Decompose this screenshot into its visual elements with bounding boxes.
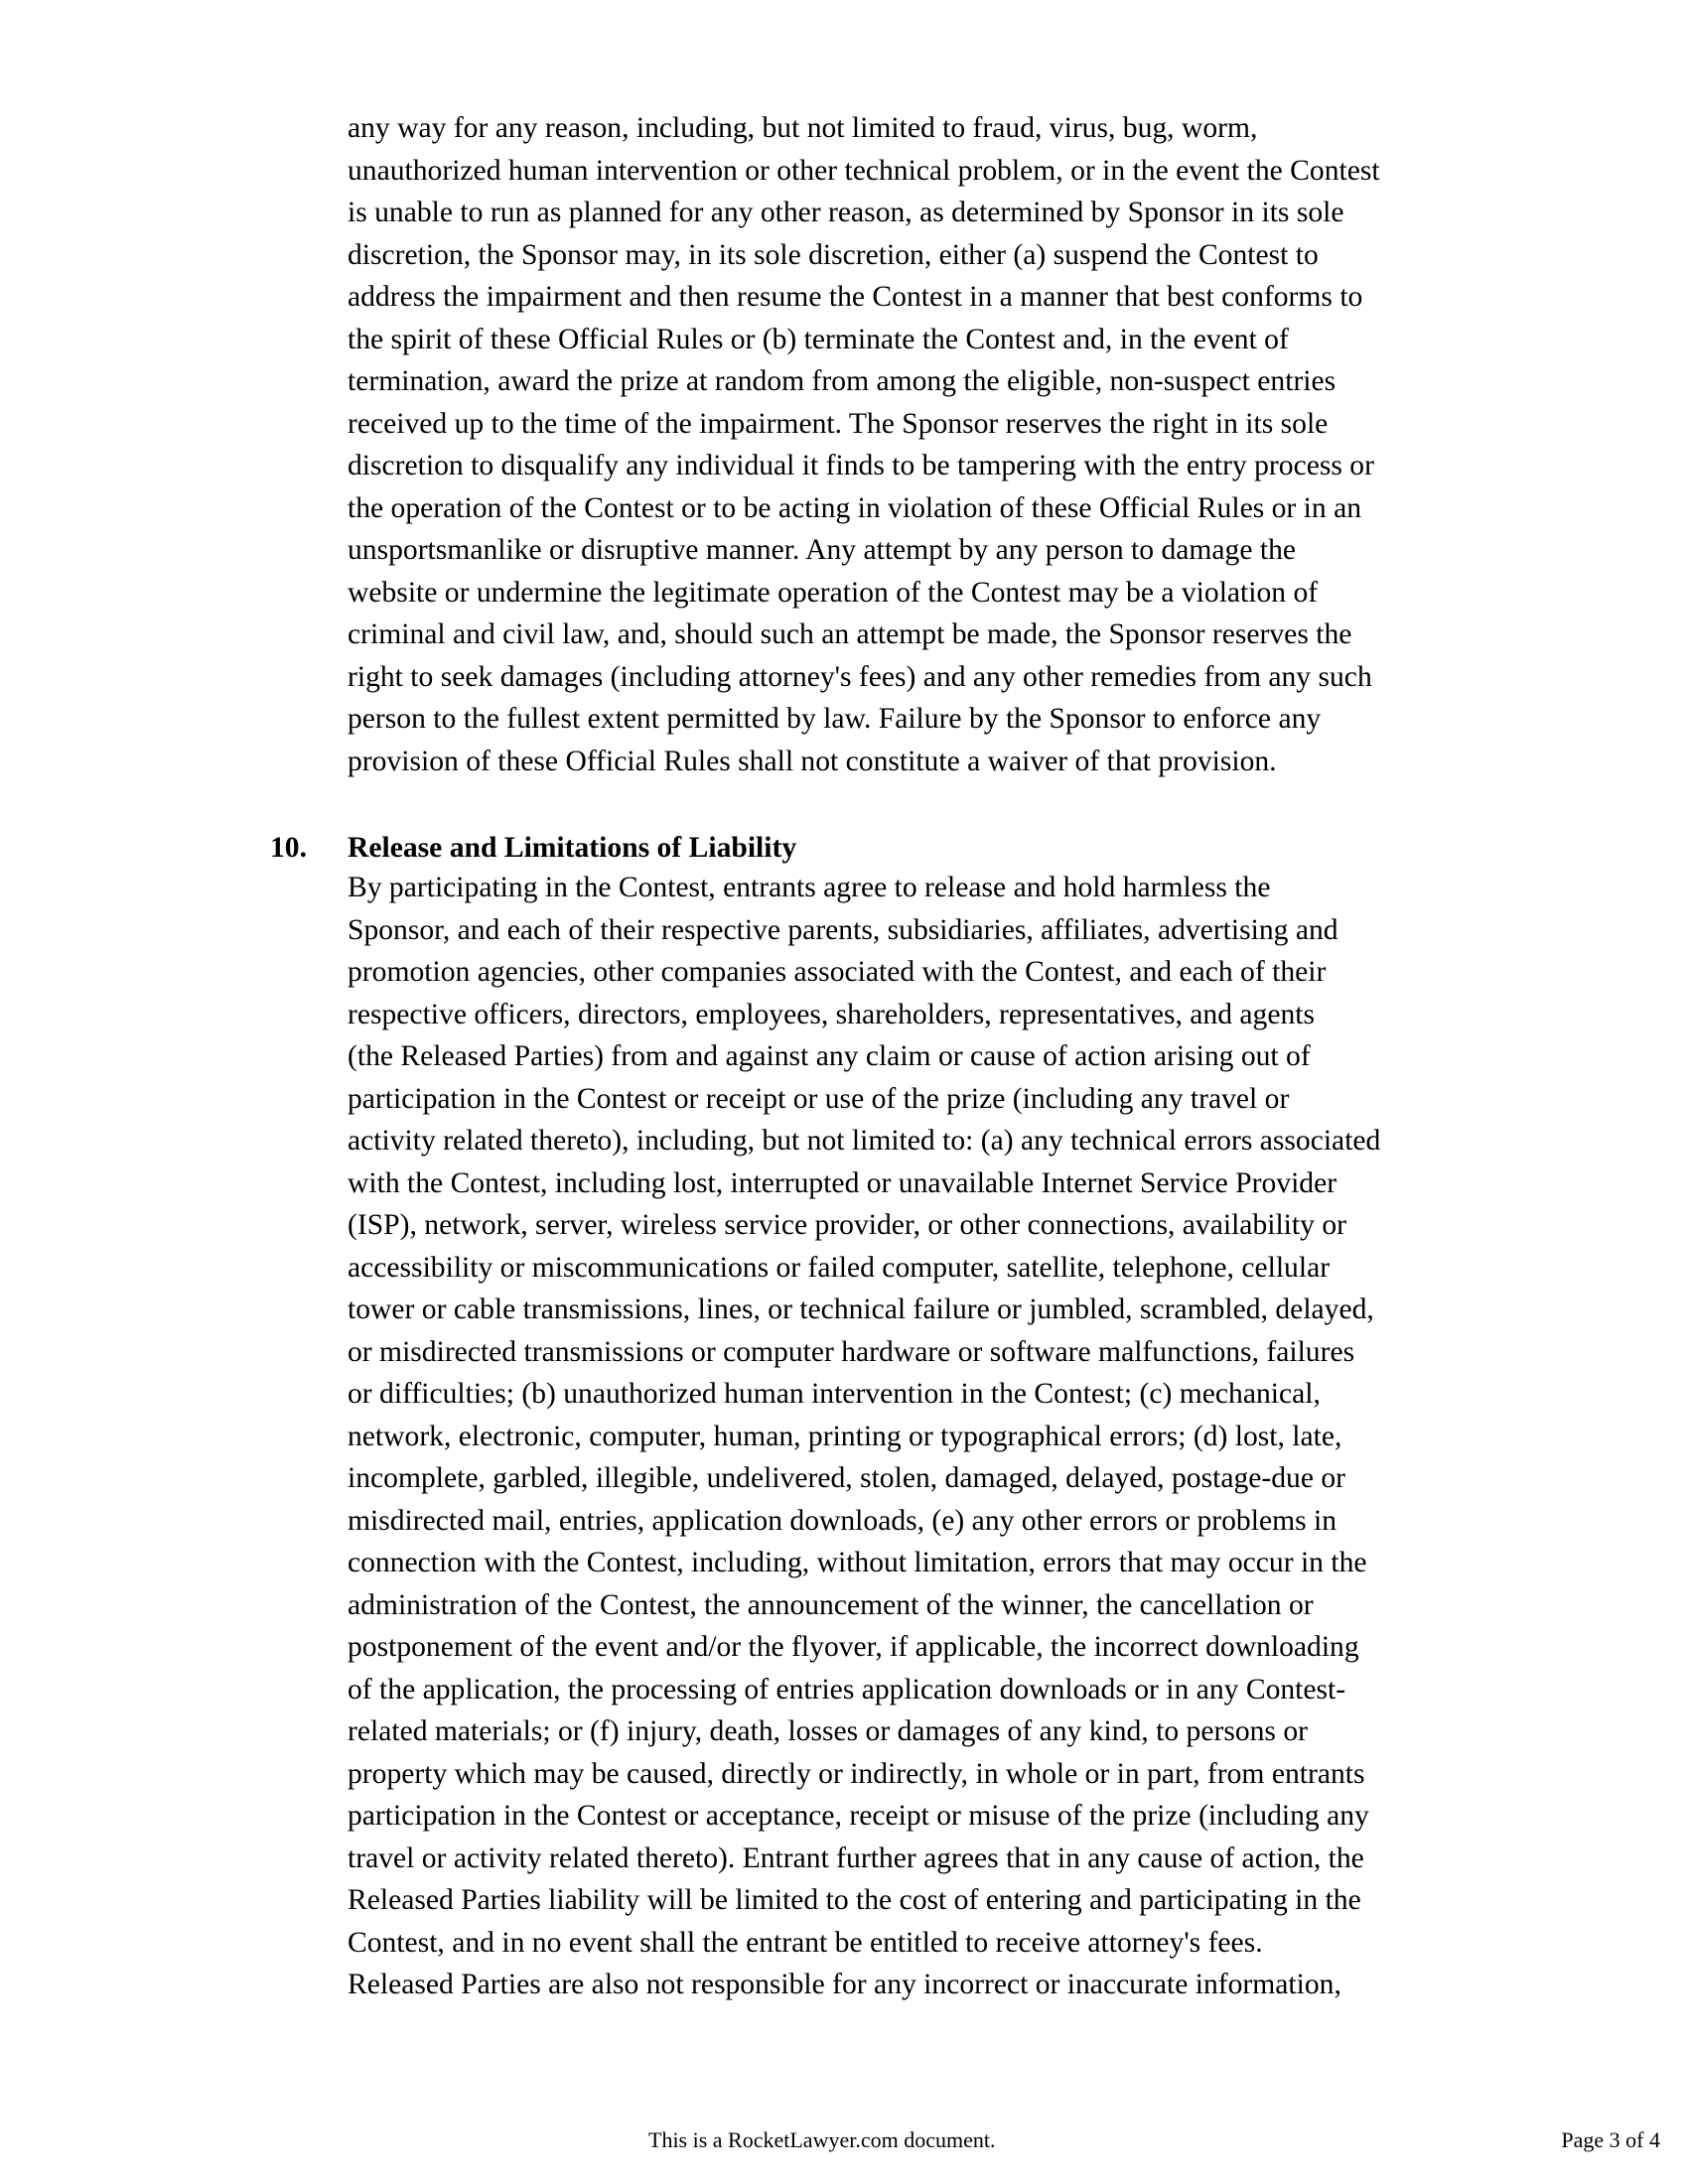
text-line: the operation of the Contest or to be acting in violation of these Official Rules or in an xyxy=(348,491,1362,524)
footer-source-note: This is a RocketLawyer.com document. xyxy=(648,2127,996,2152)
text-line: person to the fullest extent permitted by law. Failure by the Sponsor to enforce any xyxy=(348,703,1322,735)
text-line: participation in the Contest or acceptance, receipt or misuse of the prize (including any xyxy=(348,1800,1369,1832)
section-10-heading xyxy=(0,827,1688,870)
text-line: misdirected mail, entries, application downloads, (e) any other errors or problems in xyxy=(348,1504,1337,1537)
text-line: Released Parties are also not responsible for any incorrect or inaccurate information, xyxy=(348,1969,1341,2000)
text-line: address the impairment and then resume the Contest in a manner that best conforms to xyxy=(348,281,1363,313)
section-9-continuation xyxy=(348,107,1380,782)
section-number: 10. xyxy=(270,832,307,864)
text-line: the spirit of these Official Rules or (b) terminate the Contest and, in the event of xyxy=(348,323,1289,355)
text-line: connection with the Contest, including, without limitation, errors that may occur in the xyxy=(348,1547,1367,1578)
text-line: discretion, the Sponsor may, in its sole discretion, either (a) suspend the Contest to xyxy=(348,238,1319,271)
text-line: Sponsor, and each of their respective parents, subsidiaries, affiliates, advertising and xyxy=(348,913,1338,946)
text-line: or misdirected transmissions or computer hardware or software malfunctions, failures xyxy=(348,1335,1355,1368)
page-number: Page 3 of 4 xyxy=(1561,2127,1660,2152)
text-line: (ISP), network, server, wireless service provider, or other connections, availability or xyxy=(348,1209,1346,1241)
text-line: Contest, and in no event shall the entrant be entitled to receive attorney's fees. xyxy=(348,1926,1263,1959)
text-line: website or undermine the legitimate operation of the Contest may be a violation of xyxy=(348,576,1319,609)
page-footer xyxy=(0,2125,1688,2155)
text-line: criminal and civil law, and, should such an attempt be made, the Sponsor reserves the xyxy=(348,618,1352,650)
text-line: property which may be caused, directly or indirectly, in whole or in part, from entrants xyxy=(348,1757,1365,1790)
text-line: unsportsmanlike or disruptive manner. Any attempt by any person to damage the xyxy=(348,534,1297,566)
text-line: or difficulties; (b) unauthorized human intervention in the Contest; (c) mechanical, xyxy=(348,1378,1321,1410)
text-line: incomplete, garbled, illegible, undelivered, stolen, damaged, delayed, postage-due or xyxy=(348,1462,1346,1494)
section-10-body xyxy=(348,867,1380,2006)
text-line: participation in the Contest or receipt or use of the prize (including any travel or xyxy=(348,1082,1290,1115)
text-line: provision of these Official Rules shall not constitute a waiver of that provision. xyxy=(348,745,1277,777)
text-line: respective officers, directors, employees, shareholders, representatives, and agents xyxy=(348,998,1316,1030)
section-title: Release and Limitations of Liability xyxy=(348,832,797,864)
text-line: travel or activity related thereto). Entrant further agrees that in any cause of action, the xyxy=(348,1842,1364,1874)
text-line: By participating in the Contest, entrants agree to release and hold harmless the xyxy=(348,872,1271,903)
text-line: related materials; or (f) injury, death, losses or damages of any kind, to persons or xyxy=(348,1715,1308,1747)
text-line: Released Parties liability will be limited to the cost of entering and participating in the xyxy=(348,1884,1361,1916)
text-line: discretion to disqualify any individual it finds to be tampering with the entry process or xyxy=(348,450,1374,481)
text-line: accessibility or miscommunications or failed computer, satellite, telephone, cellular xyxy=(348,1251,1331,1284)
text-line: with the Contest, including lost, interrupted or unavailable Internet Service Provider xyxy=(348,1166,1337,1199)
text-line: termination, award the prize at random from among the eligible, non-suspect entries xyxy=(348,365,1336,397)
text-line: promotion agencies, other companies associated with the Contest, and each of their xyxy=(348,956,1327,988)
text-line: unauthorized human intervention or other technical problem, or in the event the Contest xyxy=(348,154,1380,187)
text-line: postponement of the event and/or the flyover, if applicable, the incorrect downloading xyxy=(348,1631,1359,1663)
text-line: received up to the time of the impairment. The Sponsor reserves the right in its sole xyxy=(348,407,1329,440)
text-line: any way for any reason, including, but not limited to fraud, virus, bug, worm, xyxy=(348,112,1258,144)
text-line: right to seek damages (including attorney's fees) and any other remedies from any such xyxy=(348,660,1372,693)
text-line: (the Released Parties) from and against any claim or cause of action arising out of xyxy=(348,1040,1311,1072)
text-line: of the application, the processing of entries application downloads or in any Contest- xyxy=(348,1673,1346,1706)
text-line: activity related thereto), including, but not limited to: (a) any technical errors associated xyxy=(348,1125,1381,1157)
text-line: network, electronic, computer, human, printing or typographical errors; (d) lost, late, xyxy=(348,1420,1342,1452)
text-line: tower or cable transmissions, lines, or technical failure or jumbled, scrambled, delayed, xyxy=(348,1294,1374,1325)
text-line: is unable to run as planned for any other reason, as determined by Sponsor in its sole xyxy=(348,197,1344,228)
text-line: administration of the Contest, the announcement of the winner, the cancellation or xyxy=(348,1588,1314,1621)
